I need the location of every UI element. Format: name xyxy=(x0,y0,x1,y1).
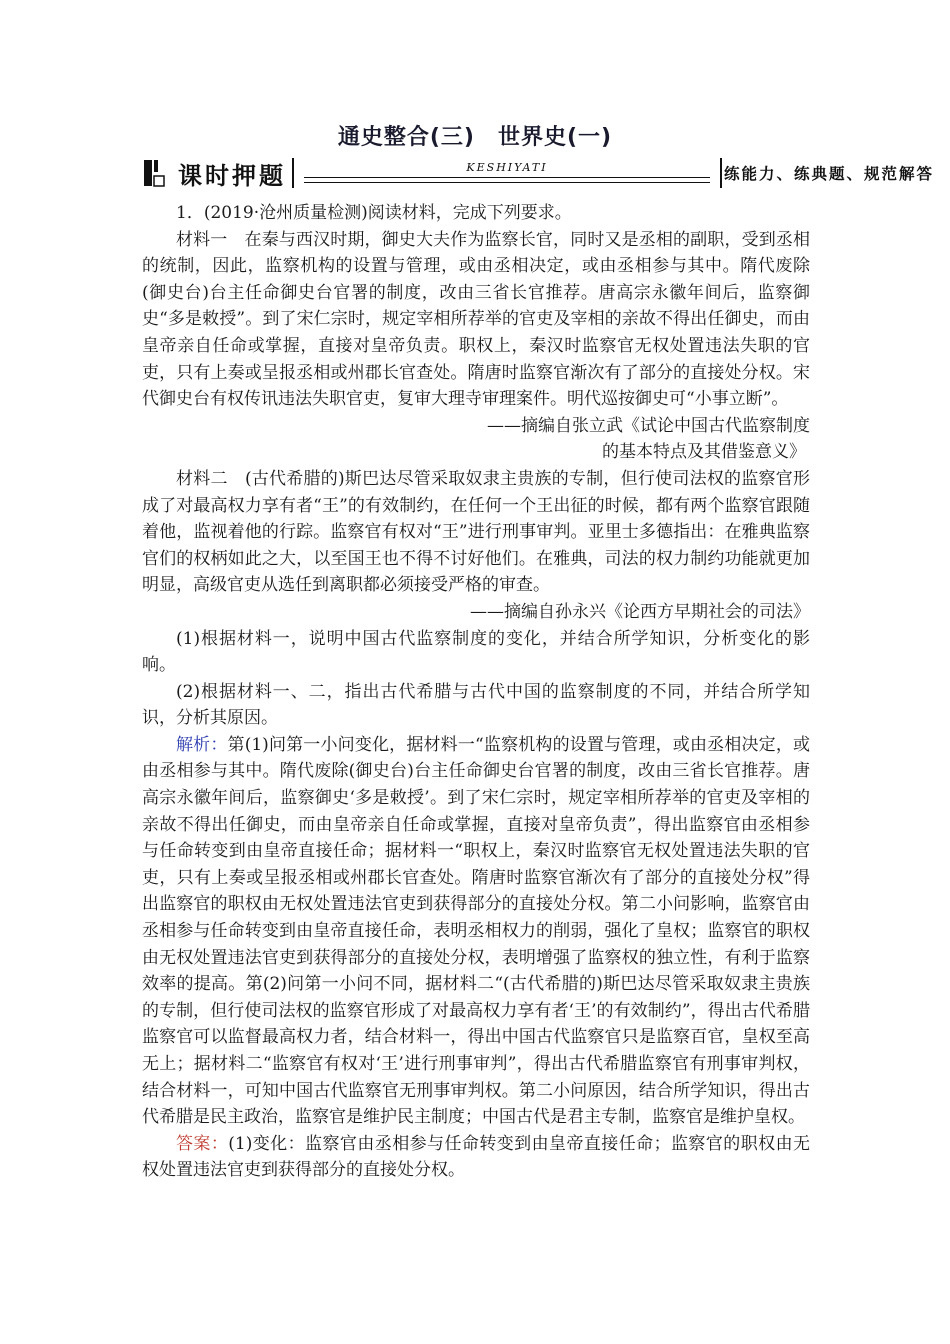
question-content xyxy=(142,200,810,1184)
banner-left-label: 课时押题 xyxy=(178,162,286,190)
material-2-source: ——摘编自孙永兴《论西方早期社会的司法》 xyxy=(470,601,810,622)
banner-keyword: KESHIYATI xyxy=(466,161,548,174)
question-1: (1)根据材料一，说明中国古代监察制度的变化，并结合所学知识，分析变化的影响。 xyxy=(142,628,810,676)
answer-paragraph xyxy=(142,1131,810,1184)
section-banner xyxy=(142,156,935,190)
banner-rule xyxy=(304,182,710,183)
page-title: 通史整合(三) 世界史(一) xyxy=(337,125,613,150)
question-stem: 1．(2019·沧州质量检测)阅读材料，完成下列要求。 xyxy=(176,203,572,223)
question-2: (2)根据材料一、二，指出古代希腊与古代中国的监察制度的不同，并结合所学知识，分析其原因。 xyxy=(142,681,810,729)
answer-text: (1)变化：监察官由丞相参与任命转变到由皇帝直接任命；监察官的职权由无权处置违法官吏到获得部分的直接处分权。 xyxy=(142,1133,810,1181)
material-1: 材料一 在秦与西汉时期，御史大夫作为监察长官，同时又是丞相的副职，受到丞相的统制，因此，监察机构的设置与管理，或由丞相决定，或由丞相参与其中。隋代废除(御史台)台主任命御史台官署的制度，改由三省长官推荐。唐高宗永徽年间后，监察御史“多是敕授”。到了宋仁宗时，规定宰相所荐举的官吏及宰相的亲故不得出任御史，而由皇帝亲自任命或掌握，直接对皇帝负责。职权上，秦汉时监察官无权处置违法失职的官吏，只有上奏或呈报丞相或州郡长官查处。隋唐时监察官渐次有了部分的直接处分权。宋代御史台有权传讯违法失职官吏，复审大理寺审理案件。明代巡按御史可“小事立断”。 xyxy=(142,229,810,410)
material-2: 材料二 (古代希腊的)斯巴达尽管采取奴隶主贵族的专制，但行使司法权的监察官形成了对最高权力享有者“王”的有效制约，在任何一个王出征的时候，都有两个监察官跟随着他，监视着他的行踪。监察官有权对“王”进行刑事审判。亚里士多德指出：在雅典监察官们的权柄如此之大，以至国王也不得不讨好他们。在雅典，司法的权力制约功能就更加明显，高级官吏从选任到离职都必须接受严格的审查。 xyxy=(142,468,810,596)
material-1-source: ——摘编自张立武《试论中国古代监察制度 xyxy=(487,415,810,436)
banner-right-label: 练能力、练典题、规范解答 xyxy=(724,165,935,183)
material-1-source-cont: 的基本特点及其借鉴意义》 xyxy=(602,442,806,463)
analysis-label: 解析： xyxy=(176,734,228,755)
banner-middle xyxy=(292,158,722,188)
answer-label: 答案： xyxy=(176,1133,229,1154)
analysis-text: 第(1)问第一小问变化，据材料一“监察机构的设置与管理，或由丞相决定，或由丞相参与其中。隋代废除(御史台)台主任命御史台官署的制度，改由三省长官推荐。唐高宗永徽年间后，监察御史‘多是敕授’。到了宋仁宗时，规定宰相所荐举的官吏及宰相的亲故不得出任御史，而由皇帝亲自任命或掌握，直接对皇帝负责”，得出监察官由丞相参与任命转变到由皇帝直接任命；据材料一“职权上，秦汉时监察官无权处置违法失职的官吏，只有上奏或呈报丞相或州郡长官查处。隋唐时监察官渐次有了部分的直接处分权”得出监察官的职权由无权处置违法官吏到获得部分的直接处分权。第二小问影响，监察官由丞相参与任命转变到由皇帝直接任命，表明丞相权力的削弱，强化了皇权；监察官的职权由无权处置违法官吏到获得部分的直接处分权，表明增强了监察权的独立性，有利于监察效率的提高。第(2)问第一小问不同，据材料二“(古代希腊的)斯巴达尽管采取奴隶主贵族的专制，但行使司法权的监察官形成了对最高权力享有者‘王’的有效制约”，得出古代希腊监察官可以监督最高权力者，结合材料一，得出中国古代监察官只是监察百官，皇权至高无上；据材料二“监察官有权对‘王’进行刑事审判”，得出古代希腊监察官有刑事审判权，结合材料一，可知中国古代监察官无刑事审判权。第二小问原因，结合所学知识，得出古代希腊是民主政治，监察官是维护民主制度；中国古代是君主专制，监察官是维护皇权。 xyxy=(142,734,811,1128)
banner-rule xyxy=(304,177,710,178)
banner-decoration-icon xyxy=(142,158,176,188)
analysis-paragraph xyxy=(142,732,810,1131)
